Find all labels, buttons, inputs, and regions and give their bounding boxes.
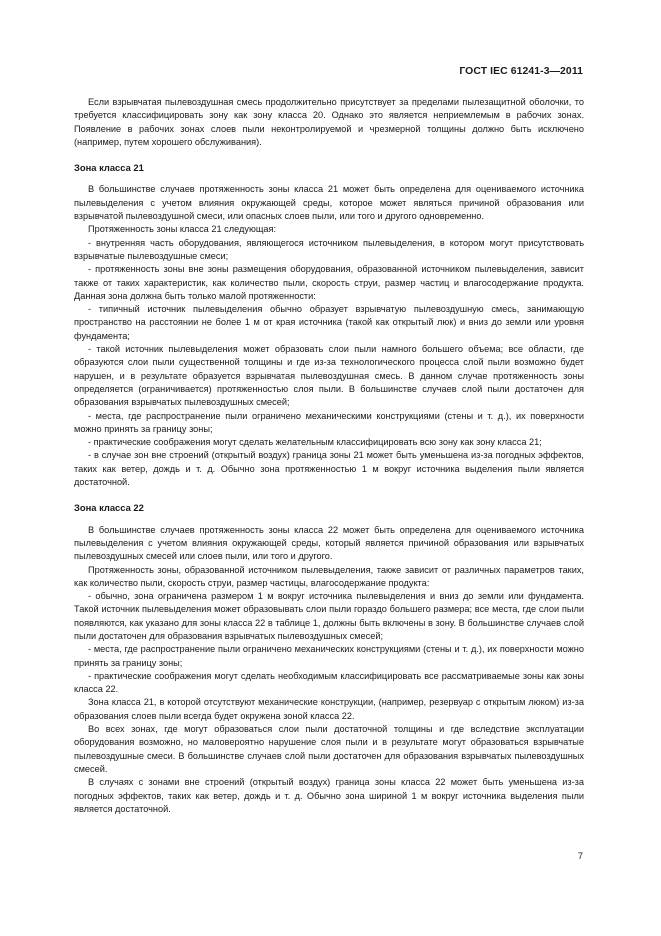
zone21-list-item: - места, где распространение пыли ограничено механическими конструкциями (стены и т. д.), их поверхности можно принять за границу зоны; — [74, 410, 584, 434]
zone22-list-item: - места, где распространение пыли ограничено механических конструкциями (стены и т. д.), их поверхности можно принять за границу зоны; — [74, 644, 584, 668]
zone22-paragraph: В случаях с зонами вне строений (открытый воздух) граница зоны класса 22 может быть уменьшена из-за погодных эффектов, таких как ветер, дождь и т. д. Обычно зона шириной 1 м вокруг источника выделения пыли является достаточной. — [74, 777, 584, 814]
zone22-paragraph: Зона класса 21, в которой отсутствуют механические конструкции, (например, резервуар с открытым люком) из-за образования слоев пыли всегда будет окружена зоной класса 22. — [74, 697, 584, 721]
zone22-paragraph: Во всех зонах, где могут образоваться слои пыли достаточной толщины и где вследствие эксплуатации оборудования возможно, но маловероятно нарушение слоя пыли и в результате могут образоваться взрывчатые пылевоздушные смеси. В большинстве случаев слой пыли достаточен для образования взрывчатых пылевоздушных смесей. — [74, 724, 584, 774]
section-title-zone-22: Зона класса 22 — [74, 502, 144, 514]
zone22-paragraph: Протяженность зоны, образованной источником пылевыделения, также зависит от различных параметров таких, как количество пыли, скорость струи, размер частицы, влагосодержание продукта: — [74, 564, 584, 588]
section-spacer — [74, 174, 584, 183]
document-body — [74, 96, 584, 816]
zone21-list-item: - практические соображения могут сделать желательным классифицировать всю зону как зону класса 21; — [88, 437, 542, 448]
section-spacer — [74, 149, 584, 161]
zone22-list-item: - практические соображения могут сделать необходимым классифицировать все рассматриваемые зоны как зоны класса 22. — [74, 670, 584, 695]
zone22-list-item: - обычно, зона ограничена размером 1 м вокруг источника пылевыделения и вниз до земли или фундамента. Такой источник пылевыделения может образовывать слои пыли гораздо большего размера; все места, где слои пыли появляются, как указано для зоны класса 22 в таблице 1, должны быть включены в зону. В большинстве случаев слой пыли достаточен для образования взрывчатых пылевоздушных смесей; — [74, 591, 584, 641]
zone21-list-item: - такой источник пылевыделения может образовать слои пыли намного большего объема; все области, где образуются слои пыли существенной толщины и где из-за технологического процесса слой пыли возможно будет нарушен, и в результате образуется взрывчатая пылевоздушная смесь. В данном случае протяженность зоны определяется (ограничивается) протяженностью слоя пыли. В большинстве случаев слой пыли достаточен для образования взрывчатых пылевоздушных смесей; — [74, 344, 584, 408]
zone21-list-item: - типичный источник пылевыделения обычно образует взрывчатую пылевоздушную смесь, занимающую пространство на расстоянии не более 1 м от края источника (такой как открытый люк) и вниз до земли или уровня фундамента; — [74, 304, 584, 341]
section-title-zone-21: Зона класса 21 — [74, 162, 144, 174]
zone21-list-item: - внутренняя часть оборудования, являющегося источником пылевыделения, в котором могут присутствовать взрывчатые пылевоздушные смеси; — [74, 237, 584, 261]
standard-header: ГОСТ IEC 61241-3—2011 — [459, 66, 583, 77]
zone21-list-item: - в случае зон вне строений (открытый воздух) граница зоны 21 может быть уменьшена из-за погодных эффектов, таких как ветер, дождь и т. д. Обычно зона протяженностью 1 м вокруг источника выделения пыли является достаточной. — [74, 450, 584, 488]
zone21-paragraph: Протяженность зоны класса 21 следующая: — [88, 224, 277, 235]
intro-paragraph: Если взрывчатая пылевоздушная смесь продолжительно присутствует за пределами пылезащитной оболочки, то требуется классифицировать зону как зону класса 20. Однако это является неприемлемым в рабочих зонах. Появление в рабочих зонах слоев пыли неконтролируемой и чрезмерной толщины должно быть исключено (например, путем хорошего обслуживания). — [74, 97, 584, 147]
section-spacer — [74, 515, 584, 524]
page-number: 7 — [577, 851, 583, 861]
zone21-list-item: - протяженность зоны вне зоны размещения оборудования, образованной источником пылевыделения, зависит также от таких характеристик, как количество пыли, скорость струи, размер частиц и влагосодержание продукта. Данная зона должна быть только малой протяженности: — [74, 264, 584, 301]
section-spacer — [74, 489, 584, 501]
zone22-paragraph: В большинстве случаев протяженность зоны класса 22 может быть определена для оцениваемого источника пылевыделения с учетом влияния окружающей среды, который является причиной образования или взрывчатых пылевоздушных смесей или слоев пыли, или того и другого. — [74, 524, 584, 562]
zone21-paragraph: В большинстве случаев протяженность зоны класса 21 может быть определена для оцениваемого источника пылевыделения с учетом влияния окружающей среды, которое может являться причиной образования или взрывчатой пылевоздушной смеси, или опасных слоев пыли, или того и другого одновременно. — [74, 184, 584, 222]
